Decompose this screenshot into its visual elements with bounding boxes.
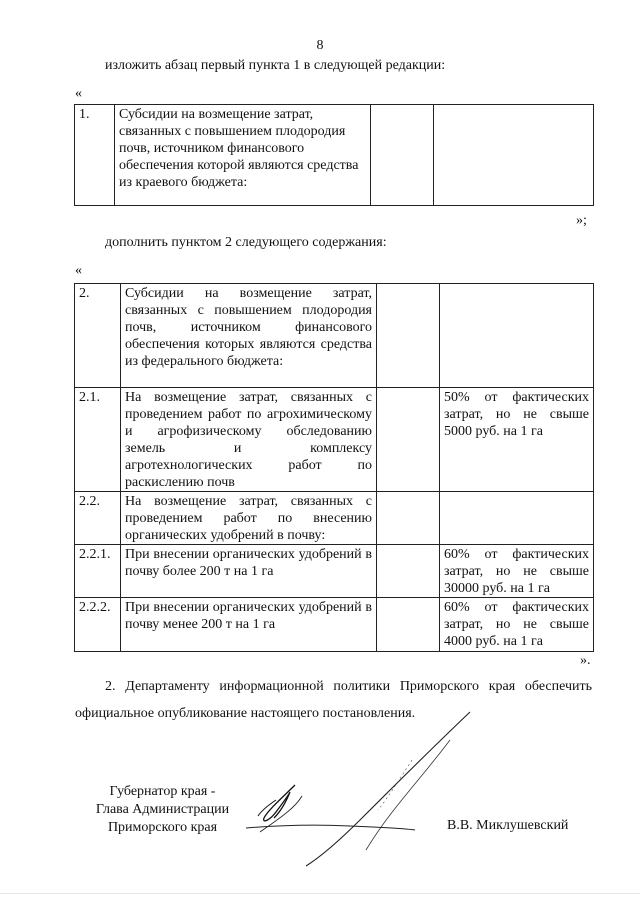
row-text: Субсидии на возмещение затрат, связанных с повышением плодородия почв, источником финансового обеспечения которой являются средства из краевого бюджета:: [115, 105, 371, 206]
signatory-title-line: Глава Администрации: [95, 802, 230, 817]
handwritten-signature: [240, 700, 500, 870]
paragraph-2-line-2: официальное опубликование настоящего постановления.: [75, 706, 416, 721]
row-text: На возмещение затрат, связанных с проведением работ по внесению органических удобрений в почву:: [121, 492, 377, 545]
table-row: [75, 284, 594, 388]
add-line: дополнить пунктом 2 следующего содержания:: [105, 235, 387, 250]
signatory-title-line: Приморского края: [107, 820, 218, 835]
row-col3: [377, 545, 440, 598]
row-col4: 60% от фактических затрат, но не свыше 4000 руб. на 1 га: [440, 598, 594, 652]
open-quote: «: [75, 86, 82, 101]
close-quote-2: ».: [580, 653, 591, 668]
row-col4: [434, 105, 594, 206]
table-row: [75, 598, 594, 652]
row-col3: [377, 284, 440, 388]
row-col4: [440, 284, 594, 388]
close-quote-1: »;: [576, 213, 587, 228]
table-row: [75, 492, 594, 545]
page-bottom-rule: [0, 893, 640, 894]
row-text: Субсидии на возмещение затрат, связанных с повышением плодородия почв, источником финансового обеспечения которых являются средства из федерального бюджета:: [121, 284, 377, 388]
row-number: 2.: [75, 284, 121, 388]
row-number: 2.2.2.: [75, 598, 121, 652]
row-col3: [377, 492, 440, 545]
row-text: При внесении органических удобрений в почву менее 200 т на 1 га: [121, 598, 377, 652]
row-number: 2.1.: [75, 388, 121, 492]
row-col4: 60% от фактических затрат, но не свыше 30000 руб. на 1 га: [440, 545, 594, 598]
row-number: 2.2.1.: [75, 545, 121, 598]
row-col3: [371, 105, 434, 206]
row-number: 1.: [75, 105, 115, 206]
table-paragraph-2: [74, 283, 594, 652]
table-row: [75, 388, 594, 492]
table-row: [75, 545, 594, 598]
open-quote-2: «: [75, 263, 82, 278]
page-number: 8: [316, 38, 324, 53]
paragraph-2-line-1: 2. Департаменту информационной политики Приморского края обеспечить: [105, 679, 592, 694]
row-col4: [440, 492, 594, 545]
row-col3: [377, 598, 440, 652]
table-row: [75, 105, 594, 206]
signatory-name: В.В. Миклушевский: [447, 818, 569, 833]
row-col4: 50% от фактических затрат, но не свыше 5000 руб. на 1 га: [440, 388, 594, 492]
row-text: На возмещение затрат, связанных с проведением работ по агрохимическому и агрофизическому обследованию земель и комплексу агротехнологических работ по раскислению почв: [121, 388, 377, 492]
signatory-title-line: Губернатор края -: [109, 784, 216, 799]
intro-line: изложить абзац первый пункта 1 в следующей редакции:: [105, 58, 446, 73]
table-paragraph-1: [74, 104, 594, 206]
signatory-position: [75, 783, 250, 837]
row-text: При внесении органических удобрений в почву более 200 т на 1 га: [121, 545, 377, 598]
row-number: 2.2.: [75, 492, 121, 545]
row-col3: [377, 388, 440, 492]
